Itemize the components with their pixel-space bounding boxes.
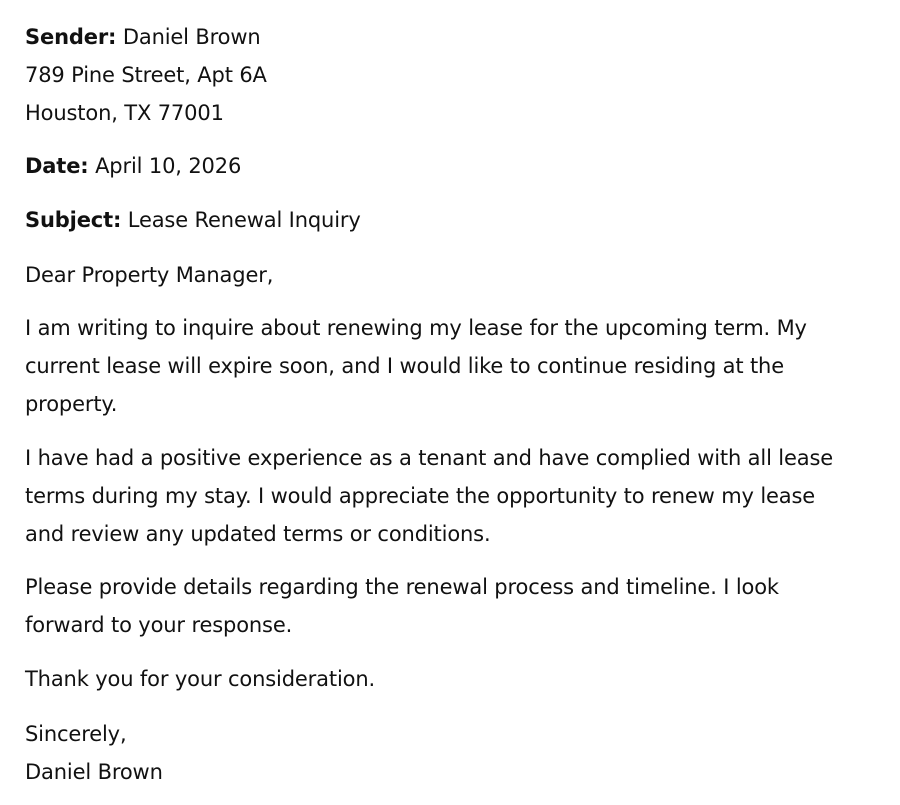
paragraph1-line2: current lease will expire soon, and I would like to continue residing at the — [25, 354, 784, 378]
closing: Sincerely, — [25, 722, 127, 746]
subject-value: Lease Renewal Inquiry — [127, 208, 361, 232]
date-label: Date: — [25, 154, 89, 178]
sender-address-line2: Houston, TX 77001 — [25, 101, 224, 125]
signature: Daniel Brown — [25, 760, 163, 784]
salutation: Dear Property Manager, — [25, 263, 274, 287]
paragraph2-line1: I have had a positive experience as a tenant and have complied with all lease — [25, 446, 834, 470]
paragraph3-line1: Please provide details regarding the renewal process and timeline. I look — [25, 575, 779, 599]
subject-label: Subject: — [25, 208, 122, 232]
sender-address-line1: 789 Pine Street, Apt 6A — [25, 63, 267, 87]
paragraph2-line3: and review any updated terms or conditions. — [25, 522, 491, 546]
subject-line — [25, 201, 361, 239]
date-value: April 10, 2026 — [95, 154, 242, 178]
date-line — [25, 147, 241, 185]
paragraph2-line2: terms during my stay. I would appreciate the opportunity to renew my lease — [25, 484, 816, 508]
sender-name: Daniel Brown — [122, 25, 261, 49]
paragraph1-line1: I am writing to inquire about renewing my lease for the upcoming term. My — [25, 316, 807, 340]
thanks-line: Thank you for your consideration. — [25, 667, 376, 691]
sender-line — [25, 18, 261, 56]
paragraph1-line3: property. — [25, 392, 118, 416]
paragraph3-line2: forward to your response. — [25, 613, 293, 637]
sender-label: Sender: — [25, 25, 117, 49]
